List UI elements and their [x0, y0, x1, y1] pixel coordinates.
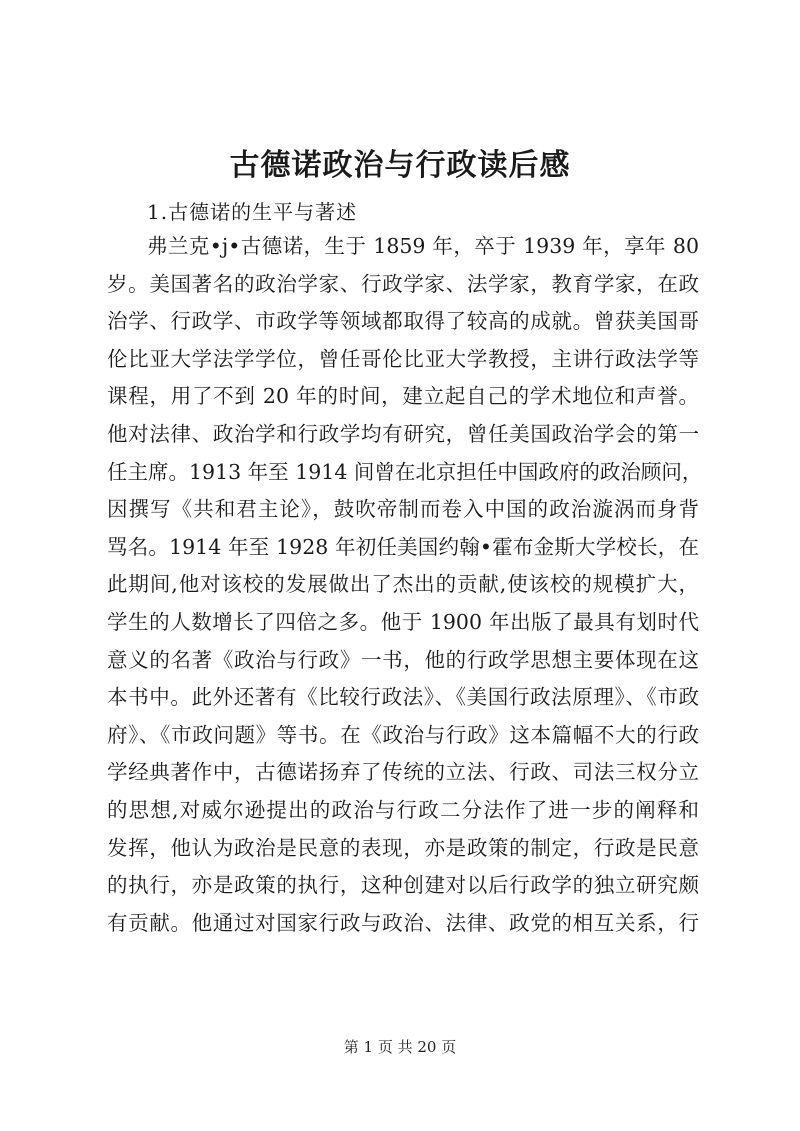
- paragraph-line: 弗兰克•j•古德诺，生于 1859 年，卒于 1939 年，享年 80: [147, 234, 699, 258]
- paragraph-line: 岁。美国著名的政治学家、行政学家、法学家，教育学家，在政: [107, 271, 699, 296]
- paragraph-line: 此期间,他对该校的发展做出了杰出的贡献,使该校的规模扩大，: [107, 572, 699, 597]
- paragraph-line: 意义的名著《政治与行政》一书，他的行政学思想主要体现在这: [107, 647, 699, 672]
- paragraph-line: 本书中。此外还著有《比较行政法》、《美国行政法原理》、《市政: [107, 685, 699, 710]
- body-paragraph: [107, 228, 703, 942]
- paragraph-line: 他对法律、政治学和行政学均有研究，曾任美国政治学会的第一: [107, 421, 699, 446]
- paragraph-line: 治学、行政学、市政学等领域都取得了较高的成就。曾获美国哥: [107, 309, 699, 334]
- page-footer: 第 1 页 共 20 页: [343, 1038, 457, 1056]
- paragraph-line: 的思想,对威尔逊提出的政治与行政二分法作了进一步的阐释和: [107, 797, 699, 822]
- section-heading: 1.古德诺的生平与著述: [147, 200, 358, 224]
- paragraph-line: 伦比亚大学法学学位，曾任哥伦比亚大学教授，主讲行政法学等: [107, 346, 699, 371]
- document-title: 古德诺政治与行政读后感: [229, 148, 571, 183]
- paragraph-line: 学生的人数增长了四倍之多。他于 1900 年出版了最具有划时代: [107, 609, 699, 634]
- paragraph-line: 府》、《市政问题》等书。在《政治与行政》这本篇幅不大的行政: [107, 722, 699, 747]
- paragraph-line: 发挥，他认为政治是民意的表现，亦是政策的制定，行政是民意: [107, 835, 699, 860]
- paragraph-line: 的执行，亦是政策的执行，这种创建对以后行政学的独立研究颇: [107, 873, 699, 898]
- paragraph-line: 任主席。1913 年至 1914 间曾在北京担任中国政府的政治顾问，: [107, 459, 703, 484]
- paragraph-line: 骂名。1914 年至 1928 年初任美国约翰•霍布金斯大学校长，在: [107, 534, 699, 559]
- paragraph-line: 因撰写《共和君主论》，鼓吹帝制而卷入中国的政治漩涡而身背: [107, 497, 699, 522]
- paragraph-line: 课程，用了不到 20 年的时间，建立起自己的学术地位和声誉。: [107, 384, 699, 409]
- paragraph-line: 学经典著作中，古德诺扬弃了传统的立法、行政、司法三权分立: [107, 760, 699, 785]
- paragraph-line: 有贡献。他通过对国家行政与政治、法律、政党的相互关系，行: [107, 910, 699, 935]
